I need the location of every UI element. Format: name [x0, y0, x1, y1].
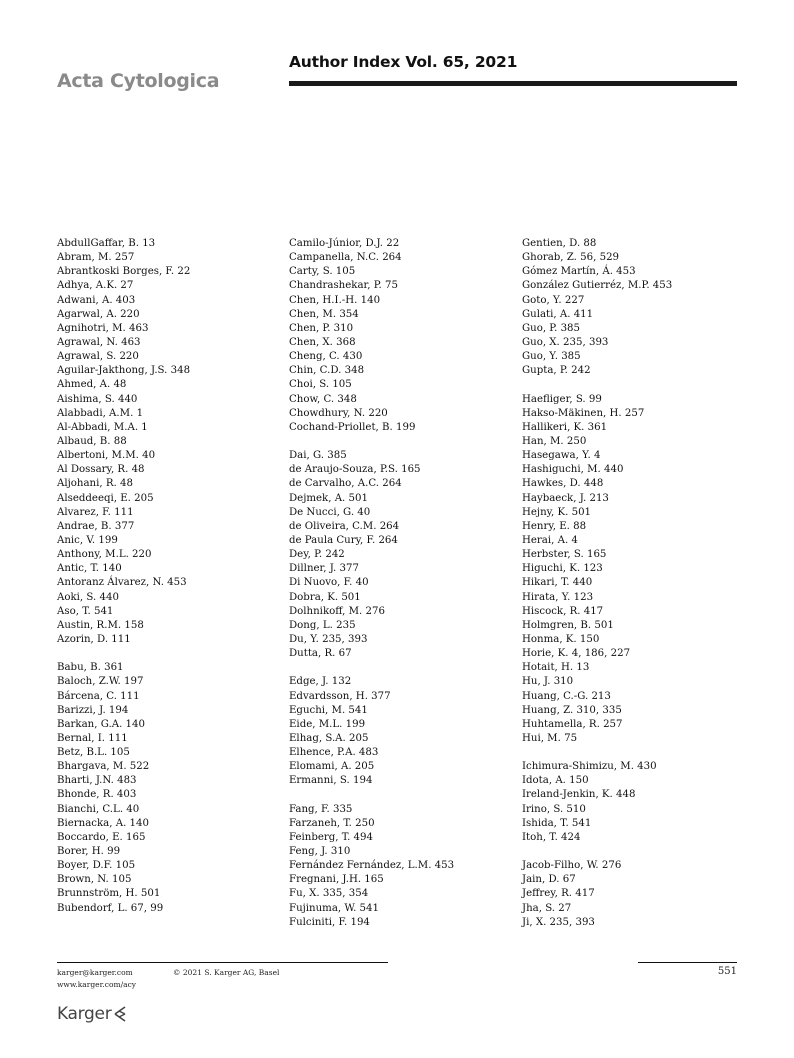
author-entry: Alseddeeqi, E. 205 — [57, 492, 154, 504]
author-entry: Agrawal, S. 220 — [57, 351, 139, 363]
author-entry: Huang, Z. 310, 335 — [522, 704, 622, 716]
author-entry: Di Nuovo, F. 40 — [289, 577, 369, 589]
author-entry: Chen, X. 368 — [289, 336, 356, 348]
author-entry: Ermanni, S. 194 — [289, 775, 373, 787]
author-entry: Herbster, S. 165 — [522, 549, 607, 561]
author-entry: Hakso-Mäkinen, H. 257 — [522, 407, 645, 419]
author-entry: Huang, C.-G. 213 — [522, 690, 611, 702]
author-entry: Feinberg, T. 494 — [289, 831, 373, 843]
author-entry: De Nucci, G. 40 — [289, 506, 371, 518]
author-entry: Hallikeri, K. 361 — [522, 421, 608, 433]
author-entry: Hui, M. 75 — [522, 732, 578, 744]
author-entry: Campanella, N.C. 264 — [289, 252, 402, 264]
author-entry: de Oliveira, C.M. 264 — [289, 520, 400, 532]
author-entry: Ishida, T. 541 — [522, 817, 592, 829]
author-entry: Chen, M. 354 — [289, 308, 359, 320]
author-entry: González Gutierréz, M.P. 453 — [522, 280, 673, 292]
author-entry: Bhonde, R. 403 — [57, 789, 137, 801]
author-entry: Brown, N. 105 — [57, 874, 132, 886]
author-entry: Agrawal, N. 463 — [57, 336, 141, 348]
author-entry: Fujinuma, W. 541 — [289, 902, 379, 914]
author-entry: Gupta, P. 242 — [522, 365, 591, 377]
author-entry: Herai, A. 4 — [522, 534, 578, 546]
author-entry: Gulati, A. 411 — [522, 308, 594, 320]
author-entry: Hiscock, R. 417 — [522, 605, 604, 617]
section-gap — [522, 845, 672, 859]
author-entry: Holmgren, B. 501 — [522, 619, 614, 631]
index-column-2 — [289, 237, 454, 930]
author-entry: Guo, P. 385 — [522, 322, 581, 334]
page-title: Author Index Vol. 65, 2021 — [289, 53, 518, 71]
author-entry: Chowdhury, N. 220 — [289, 407, 388, 419]
author-entry: Dobra, K. 501 — [289, 591, 361, 603]
author-entry: Bernal, I. 111 — [57, 732, 128, 744]
author-entry: Farzaneh, T. 250 — [289, 817, 375, 829]
section-gap — [289, 435, 454, 449]
footer-copyright: © 2021 S. Karger AG, Basel — [173, 968, 280, 977]
author-entry: Cochand-Priollet, B. 199 — [289, 421, 416, 433]
author-entry: de Araujo-Souza, P.S. 165 — [289, 464, 421, 476]
author-entry: Aso, T. 541 — [57, 605, 114, 617]
author-entry: Higuchi, K. 123 — [522, 563, 603, 575]
author-entry: Dutta, R. 67 — [289, 648, 352, 660]
author-entry: Eide, M.L. 199 — [289, 718, 366, 730]
author-entry: Han, M. 250 — [522, 435, 587, 447]
author-entry: Albertoni, M.M. 40 — [57, 450, 156, 462]
author-entry: Eguchi, M. 541 — [289, 704, 368, 716]
author-entry: Hawkes, D. 448 — [522, 478, 604, 490]
footer-rule-right — [638, 962, 737, 963]
author-entry: Aljohani, R. 48 — [57, 478, 133, 490]
author-entry: Huhtamella, R. 257 — [522, 718, 623, 730]
karger-mark-icon — [113, 1005, 127, 1023]
publisher-logo-text: Karger — [57, 1004, 112, 1024]
author-entry: Dong, L. 235 — [289, 619, 356, 631]
section-gap — [289, 661, 454, 675]
author-entry: Gentien, D. 88 — [522, 238, 597, 249]
author-entry: Feng, J. 310 — [289, 846, 351, 858]
author-entry: Dey, P. 242 — [289, 549, 345, 561]
author-entry: Elomami, A. 205 — [289, 761, 375, 773]
author-entry: Dillner, J. 377 — [289, 563, 359, 575]
author-entry: Goto, Y. 227 — [522, 294, 585, 306]
author-entry: Dolhnikoff, M. 276 — [289, 605, 385, 617]
author-entry: Hu, J. 310 — [522, 676, 574, 688]
author-entry: Jain, D. 67 — [522, 874, 576, 886]
author-entry: Choi, S. 105 — [289, 379, 352, 391]
author-entry: Aguilar-Jakthong, J.S. 348 — [57, 365, 191, 377]
author-entry: Chen, H.I.-H. 140 — [289, 294, 381, 306]
author-entry: Alabbadi, A.M. 1 — [57, 407, 144, 419]
author-entry: Edvardsson, H. 377 — [289, 690, 391, 702]
author-entry: Borer, H. 99 — [57, 846, 121, 858]
author-entry: Carty, S. 105 — [289, 266, 356, 278]
author-entry: Alvarez, F. 111 — [57, 506, 134, 518]
author-entry: Barizzi, J. 194 — [57, 704, 129, 716]
footer-rule-left — [57, 962, 388, 963]
author-entry: Bubendorf, L. 67, 99 — [57, 902, 164, 914]
author-entry: Aishima, S. 440 — [57, 393, 138, 405]
author-entry: Dai, G. 385 — [289, 450, 347, 462]
author-entry: Camilo-Júnior, D.J. 22 — [289, 238, 400, 249]
author-entry: Betz, B.L. 105 — [57, 747, 130, 759]
author-entry: Irino, S. 510 — [522, 803, 586, 815]
author-entry: Hasegawa, Y. 4 — [522, 450, 601, 462]
author-entry: Albaud, B. 88 — [57, 435, 127, 447]
title-rule — [289, 81, 737, 86]
author-entry: Hotait, H. 13 — [522, 662, 590, 674]
author-entry: Azorin, D. 111 — [57, 633, 131, 645]
author-entry: Elhence, P.A. 483 — [289, 747, 379, 759]
author-entry: Bianchi, C.L. 40 — [57, 803, 140, 815]
footer-website[interactable]: www.karger.com/acy — [57, 980, 137, 989]
author-entry: de Carvalho, A.C. 264 — [289, 478, 402, 490]
author-entry: Fregnani, J.H. 165 — [289, 874, 384, 886]
author-entry: Antic, T. 140 — [57, 563, 122, 575]
author-entry: Babu, B. 361 — [57, 662, 124, 674]
author-entry: Itoh, T. 424 — [522, 831, 581, 843]
footer-email[interactable]: karger@karger.com — [57, 968, 133, 977]
author-entry: Henry, E. 88 — [522, 520, 587, 532]
author-entry: Horie, K. 4, 186, 227 — [522, 648, 631, 660]
author-entry: Brunnström, H. 501 — [57, 888, 161, 900]
section-gap — [57, 647, 190, 661]
author-entry: AbdullGaffar, B. 13 — [57, 238, 156, 249]
author-entry: Baloch, Z.W. 197 — [57, 676, 144, 688]
author-entry: Anic, V. 199 — [57, 534, 118, 546]
author-entry: Cheng, C. 430 — [289, 351, 363, 363]
author-entry: Guo, X. 235, 393 — [522, 336, 609, 348]
author-entry: Abram, M. 257 — [57, 252, 135, 264]
author-entry: Chin, C.D. 348 — [289, 365, 365, 377]
author-entry: Abrantkoski Borges, F. 22 — [57, 266, 191, 278]
author-entry: Fu, X. 335, 354 — [289, 888, 369, 900]
author-entry: Honma, K. 150 — [522, 633, 600, 645]
author-entry: Dejmek, A. 501 — [289, 492, 368, 504]
journal-title: Acta Cytologica — [57, 70, 220, 92]
author-entry: Gómez Martín, Á. 453 — [522, 266, 636, 278]
section-gap — [522, 746, 672, 760]
author-entry: Bharti, J.N. 483 — [57, 775, 137, 787]
author-entry: Guo, Y. 385 — [522, 351, 581, 363]
author-entry: Elhag, S.A. 205 — [289, 732, 369, 744]
author-entry: Idota, A. 150 — [522, 775, 589, 787]
author-entry: Fulciniti, F. 194 — [289, 916, 370, 928]
author-entry: Haefliger, S. 99 — [522, 393, 602, 405]
author-entry: de Paula Cury, F. 264 — [289, 534, 398, 546]
author-entry: Biernacka, A. 140 — [57, 817, 149, 829]
author-entry: Chen, P. 310 — [289, 322, 354, 334]
publisher-logo — [57, 1004, 127, 1024]
author-entry: Fang, F. 335 — [289, 803, 353, 815]
author-entry: Du, Y. 235, 393 — [289, 633, 368, 645]
index-column-3 — [522, 237, 672, 930]
index-column-1 — [57, 237, 190, 916]
author-entry: Ji, X. 235, 393 — [522, 916, 595, 928]
author-entry: Bárcena, C. 111 — [57, 690, 140, 702]
author-entry: Ahmed, A. 48 — [57, 379, 127, 391]
author-entry: Hashiguchi, M. 440 — [522, 464, 624, 476]
section-gap — [522, 378, 672, 392]
author-entry: Anthony, M.L. 220 — [57, 549, 152, 561]
page-number: 551 — [717, 966, 737, 977]
author-entry: Adwani, A. 403 — [57, 294, 136, 306]
author-entry: Bhargava, M. 522 — [57, 761, 150, 773]
author-entry: Haybaeck, J. 213 — [522, 492, 609, 504]
author-entry: Chow, C. 348 — [289, 393, 357, 405]
author-entry: Boccardo, E. 165 — [57, 831, 146, 843]
author-entry: Agarwal, A. 220 — [57, 308, 140, 320]
author-entry: Antoranz Álvarez, N. 453 — [57, 577, 187, 589]
author-entry: Edge, J. 132 — [289, 676, 352, 688]
author-entry: Fernández Fernández, L.M. 453 — [289, 860, 455, 872]
author-entry: Ghorab, Z. 56, 529 — [522, 252, 620, 264]
author-entry: Andrae, B. 377 — [57, 520, 135, 532]
author-entry: Ichimura-Shimizu, M. 430 — [522, 761, 657, 773]
author-entry: Austin, R.M. 158 — [57, 619, 144, 631]
author-entry: Hikari, T. 440 — [522, 577, 593, 589]
author-entry: Hirata, Y. 123 — [522, 591, 594, 603]
author-entry: Al Dossary, R. 48 — [57, 464, 145, 476]
author-entry: Hejny, K. 501 — [522, 506, 592, 518]
author-entry: Jeffrey, R. 417 — [522, 888, 595, 900]
author-entry: Aoki, S. 440 — [57, 591, 119, 603]
author-entry: Jha, S. 27 — [522, 902, 572, 914]
author-entry: Chandrashekar, P. 75 — [289, 280, 398, 292]
author-entry: Al-Abbadi, M.A. 1 — [57, 421, 148, 433]
author-entry: Adhya, A.K. 27 — [57, 280, 134, 292]
author-entry: Barkan, G.A. 140 — [57, 718, 146, 730]
author-entry: Boyer, D.F. 105 — [57, 860, 136, 872]
author-entry: Agnihotri, M. 463 — [57, 322, 149, 334]
author-entry: Ireland-Jenkin, K. 448 — [522, 789, 636, 801]
author-entry: Jacob-Filho, W. 276 — [522, 860, 622, 872]
section-gap — [289, 788, 454, 802]
